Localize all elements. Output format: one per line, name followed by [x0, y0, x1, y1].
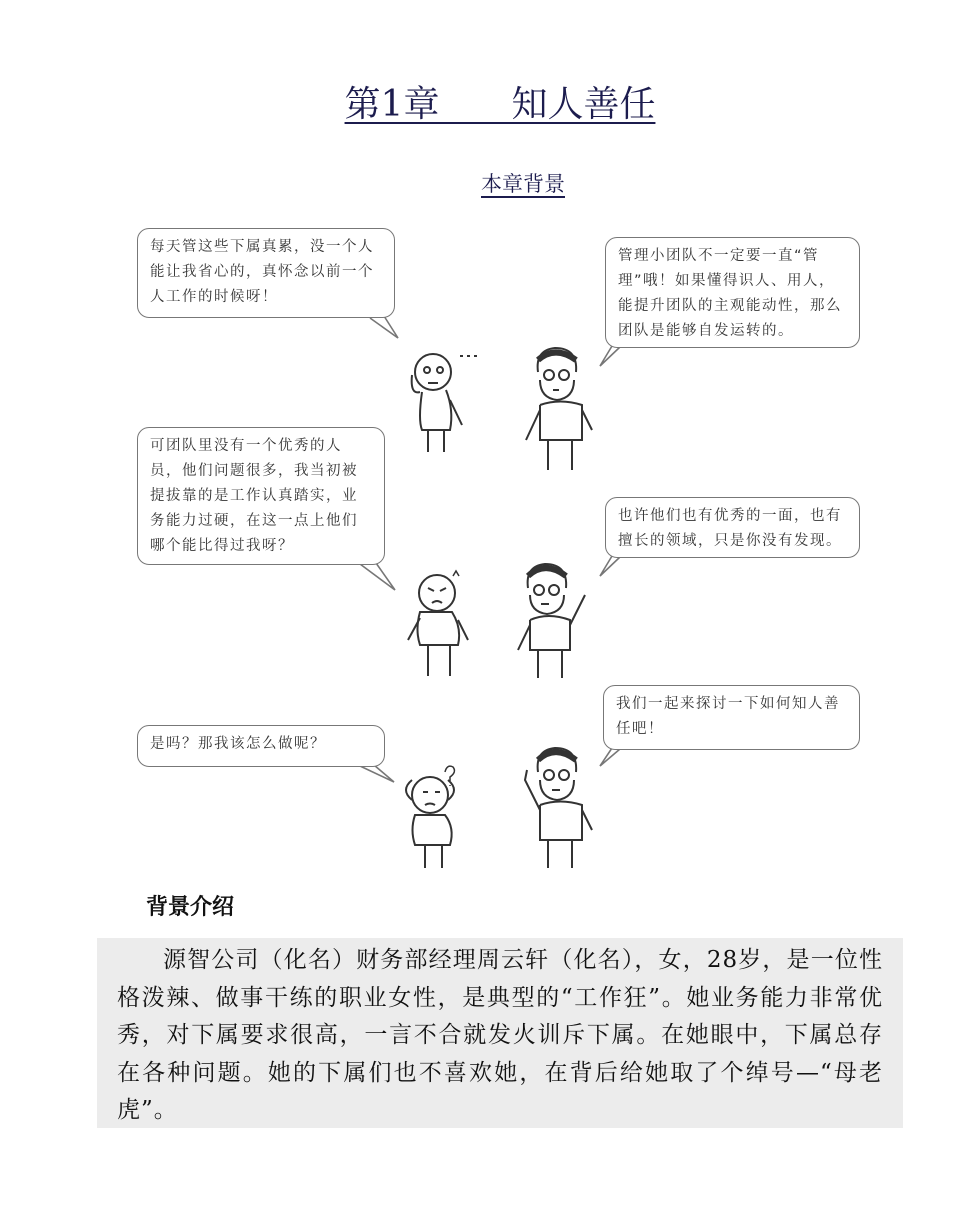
- speech-bubble-2: 管理小团队不一定要一直“管理”哦！如果懂得识人、用人，能提升团队的主观能动性，那么团队是能够自发运转的。: [605, 237, 860, 348]
- section-title-text: 本章背景: [481, 172, 565, 196]
- speech-bubble-5: 是吗？那我该怎么做呢？: [137, 725, 385, 767]
- mentor-figure-finger-up: [525, 748, 592, 868]
- speech-bubble-6: 我们一起来探讨一下如何知人善任吧！: [603, 685, 860, 750]
- speech-bubble-3: 可团队里没有一个优秀的人员，他们问题很多，我当初被提拔靠的是工作认真踏实，业务能力过硬，在这一点上他们哪个能比得过我呀？: [137, 427, 385, 565]
- background-box: [97, 938, 903, 1128]
- chapter-title-text: 第1章 知人善任: [344, 84, 656, 125]
- mentor-figure-pointing: [518, 564, 585, 678]
- speech-bubble-4: 也许他们也有优秀的一面，也有擅长的领域，只是你没有发现。: [605, 497, 860, 558]
- background-paragraph: 源智公司（化名）财务部经理周云轩（化名），女，28岁，是一位性格泼辣、做事干练的职业女性，是典型的“工作狂”。她业务能力非常优秀，对下属要求很高，一言不合就发火训斥下属。在她眼中，下属总存在各种问题。她的下属们也不喜欢她，在背后给她取了个绰号—“母老虎”。: [117, 947, 883, 1123]
- speech-bubble-1: 每天管这些下属真累，没一个人能让我省心的，真怀念以前一个人工作的时候呀！: [137, 228, 395, 318]
- worried-manager-figure: [412, 354, 477, 452]
- confused-manager-figure: [406, 766, 454, 868]
- bubble-tails: [360, 316, 620, 782]
- mentor-figure: [526, 348, 592, 470]
- angry-manager-figure: [408, 571, 468, 676]
- background-heading: 背景介绍: [146, 895, 235, 920]
